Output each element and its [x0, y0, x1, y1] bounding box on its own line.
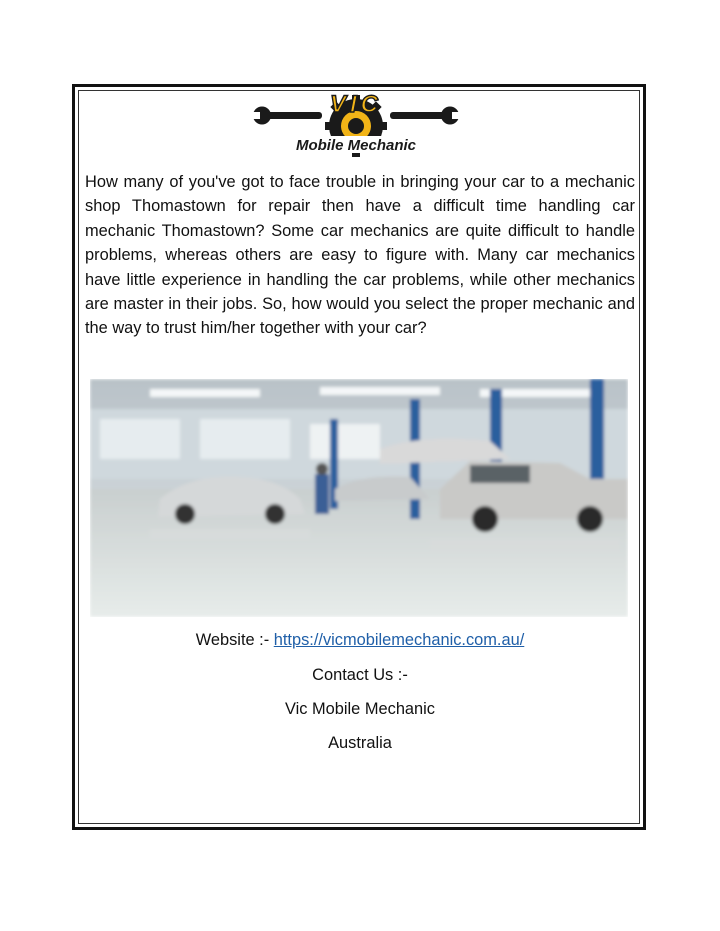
body-paragraph: How many of you've got to face trouble in bringing your car to a mechanic shop Thomastown for repair then have a difficult time handling car mechanic Thomastown? Some car mechanics are quite difficult to handle problems, whereas others are easy to figure with. Many car mechanics have little experience in handling the car problems, while other mechanics are master in their jobs. So, how would you select the proper mechanic and the way to trust him/her together with your car? [85, 173, 635, 338]
logo-brand-bottom: Mobile Mechanic [295, 137, 417, 154]
website-label: Website :- [195, 631, 274, 649]
country-name: Australia [328, 734, 392, 752]
right-wrench-icon [390, 107, 462, 125]
website-line [80, 631, 640, 650]
contact-us-label: Contact Us :- [312, 666, 408, 684]
vic-mobile-mechanic-logo [248, 90, 464, 158]
logo-brand-top: VIC [329, 91, 383, 118]
company-name: Vic Mobile Mechanic [284, 700, 435, 718]
website-link[interactable]: https://vicmobilemechanic.com.au/ [273, 631, 525, 649]
left-wrench-icon [250, 107, 322, 125]
garage-photo [90, 379, 628, 617]
